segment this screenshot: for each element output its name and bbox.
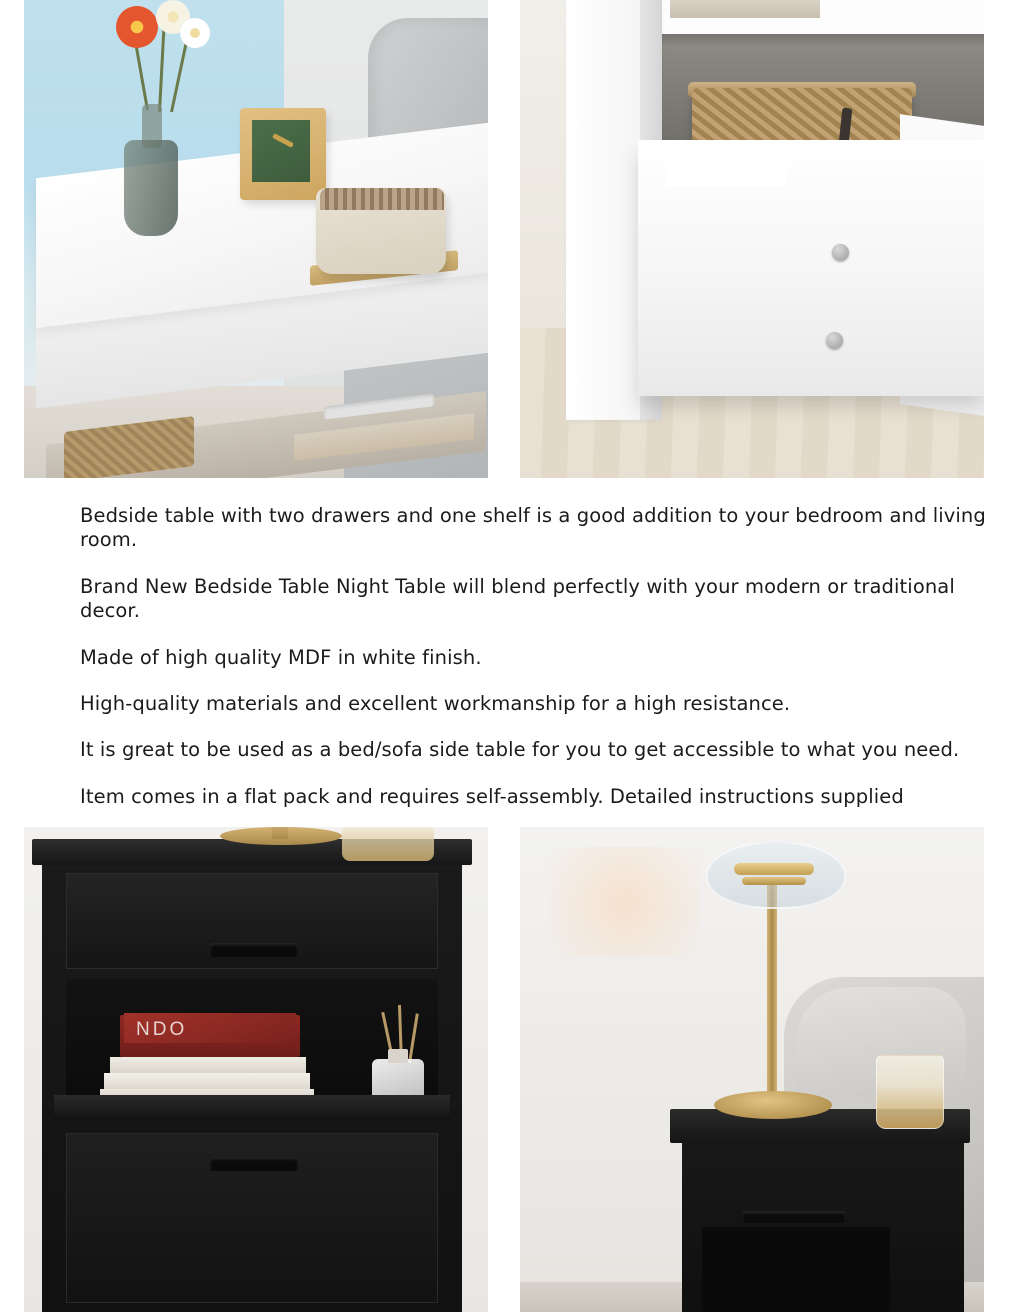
description-line: Item comes in a flat pack and requires self-assembly. Detailed instructions supplied <box>80 784 904 808</box>
white-flower <box>180 18 210 48</box>
product-photo-open-drawer[interactable] <box>520 0 984 478</box>
description-line: High-quality materials and excellent workmanship for a high resistance. <box>80 691 791 715</box>
product-description <box>0 478 1024 827</box>
glass-vase <box>124 140 178 236</box>
description-line: Bedside table with two drawers and one shelf is a good addition to your bedroom and living room. <box>80 504 986 552</box>
light-glow <box>550 847 700 957</box>
gallery-top-row <box>0 0 1024 478</box>
orange-flower <box>116 6 158 48</box>
lower-drawer-handle <box>210 1157 298 1171</box>
white-book <box>104 1073 310 1089</box>
description-line: Made of high quality MDF in white finish. <box>80 645 482 669</box>
whisky-tumbler <box>876 1055 944 1129</box>
side-table-cavity <box>702 1227 890 1312</box>
whisky-glass <box>342 827 434 861</box>
product-photo-black-side-table-lamp[interactable] <box>520 827 984 1312</box>
wooden-clock <box>240 108 326 200</box>
lamp-glass-shade <box>706 841 846 909</box>
description-line: It is great to be used as a bed/sofa side table for you to get accessible to what you need. <box>80 738 960 762</box>
screw-icon <box>826 332 843 349</box>
book-title-text: NDO <box>136 1019 188 1040</box>
drawer-lip <box>638 140 984 156</box>
gallery-bottom-row <box>0 827 1024 1312</box>
upper-drawer-handle <box>210 943 298 957</box>
shelf-item <box>670 0 820 18</box>
screw-icon <box>832 244 849 261</box>
product-photo-black-nightstand[interactable] <box>24 827 488 1312</box>
paper-insert <box>666 164 786 186</box>
side-table-drawer-handle <box>742 1211 846 1223</box>
description-line: Brand New Bedside Table Night Table will blend perfectly with your modern or traditional decor. <box>80 574 955 623</box>
shelf-shadow <box>660 34 984 46</box>
lamp-gold-disc <box>742 877 806 885</box>
diffuser-cap <box>388 1049 408 1063</box>
clock-face <box>252 120 310 182</box>
lamp-gold-disc <box>734 863 814 875</box>
white-book <box>110 1057 306 1073</box>
purse-band <box>320 188 444 210</box>
lamp-pole <box>767 885 777 1103</box>
lamp-stem <box>272 827 288 839</box>
product-photo-white-bedside-table[interactable] <box>24 0 488 478</box>
shelf-board <box>54 1095 450 1121</box>
lamp-base <box>714 1091 832 1119</box>
